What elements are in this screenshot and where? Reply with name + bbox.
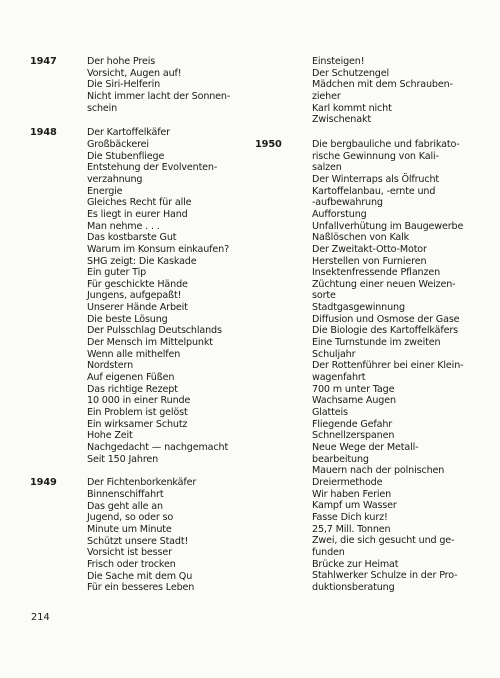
title-entry: Der Fichtenborkenkäfer — [87, 477, 197, 489]
title-entry: Mauern nach der polnischen — [312, 465, 445, 477]
title-entry: Das geht alle an — [87, 500, 163, 512]
title-entry: 10 000 in einer Runde — [87, 395, 191, 407]
year-block-1950 — [255, 139, 500, 594]
title-entry: Zwei, die sich gesucht und ge- — [312, 535, 455, 547]
title-entry: Für ein besseres Leben — [87, 582, 195, 594]
year-label: 1950 — [255, 138, 282, 150]
title-entry: Fliegende Gefahr — [312, 418, 393, 430]
title-entry: 700 m unter Tage — [312, 383, 395, 395]
title-entry: Eine Turnstunde im zweiten — [312, 337, 441, 349]
title-list — [87, 127, 260, 465]
title-entry: bearbeitung — [312, 453, 369, 465]
page-number: 214 — [31, 612, 50, 623]
title-entry: salzen — [312, 162, 342, 174]
year-block-1947 — [30, 56, 260, 114]
title-entry: SHG zeigt: Die Kaskade — [87, 255, 197, 267]
year-label: 1947 — [30, 56, 57, 67]
title-entry: Mädchen mit dem Schrauben- — [312, 79, 453, 91]
title-entry: funden — [312, 546, 345, 558]
continued-title-list — [255, 56, 500, 126]
title-entry: Binnenschiffahrt — [87, 488, 164, 500]
title-entry: Energie — [87, 185, 123, 197]
title-entry: Schuljahr — [312, 348, 356, 360]
title-entry: Der Rottenführer bei einer Klein- — [312, 360, 464, 372]
title-entry: sorte — [312, 290, 336, 302]
title-entry: Wenn alle mithelfen — [87, 348, 181, 360]
title-entry: Seit 150 Jahren — [87, 453, 159, 465]
title-entry: Kampf um Wasser — [312, 500, 397, 512]
title-entry: Wachsame Augen — [312, 395, 396, 407]
title-entry: Wir haben Ferien — [312, 488, 392, 500]
title-entry: Der Kartoffelkäfer — [87, 127, 170, 139]
title-entry: Glatteis — [312, 407, 348, 419]
right-column — [255, 56, 500, 594]
title-entry: Hohe Zeit — [87, 430, 133, 442]
title-entry: wagenfahrt — [312, 372, 366, 384]
title-entry: Dreiermethode — [312, 476, 383, 488]
title-entry: Jungens, aufgepaßt! — [87, 290, 182, 302]
title-entry: Das richtige Rezept — [87, 383, 178, 395]
title-entry: Der Schutzengel — [312, 67, 389, 79]
title-entry: Der Zweitakt-Otto-Motor — [312, 243, 427, 255]
title-entry: Fasse Dich kurz! — [312, 511, 388, 523]
title-entry: Nachgedacht — nachgemacht — [87, 442, 229, 453]
year-label: 1948 — [30, 127, 57, 139]
title-entry: Die beste Lösung — [87, 313, 168, 325]
title-list — [312, 139, 500, 594]
title-entry: Gleiches Recht für alle — [87, 197, 192, 209]
title-entry: Es liegt in eurer Hand — [87, 208, 188, 220]
title-entry: Herstellen von Furnieren — [312, 255, 427, 267]
title-entry: Minute um Minute — [87, 523, 172, 535]
title-entry: Schützt unsere Stadt! — [87, 535, 189, 547]
title-entry: -aufbewahrung — [312, 197, 383, 209]
title-entry: Die Sache mit dem Qu — [87, 570, 193, 582]
title-entry: Die bergbauliche und fabrikato- — [312, 138, 460, 150]
year-block-1948 — [30, 127, 260, 465]
title-entry: Kartoffelanbau, -ernte und — [312, 185, 436, 197]
title-entry: Ein Problem ist gelöst — [87, 407, 188, 419]
title-entry: Großbäckerei — [87, 138, 149, 150]
title-entry: Stahlwerker Schulze in der Pro- — [312, 570, 458, 582]
title-entry: Nicht immer lacht der Sonnen- — [87, 90, 231, 102]
title-entry: Das kostbarste Gut — [87, 232, 177, 244]
title-entry: Diffusion und Osmose der Gase — [312, 313, 460, 325]
title-entry: Vorsicht, Augen auf! — [87, 67, 182, 79]
title-entry: schein — [87, 102, 118, 114]
title-entry: Schnellzerspanen — [312, 430, 395, 442]
title-entry: Ein wirksamer Schutz — [87, 418, 188, 430]
title-entry: Man nehme . . . — [87, 220, 160, 232]
title-entry: Entstehung der Evolventen- — [87, 162, 218, 174]
left-column — [30, 56, 260, 594]
title-entry: Züchtung einer neuen Weizen- — [312, 278, 456, 290]
title-entry: Zwischenakt — [312, 114, 371, 126]
title-entry: zieher — [312, 90, 341, 102]
title-list — [87, 477, 260, 594]
title-entry: Unfallverhütung im Baugewerbe — [312, 220, 464, 232]
title-entry: Karl kommt nicht — [312, 102, 392, 114]
title-entry: Für geschickte Hände — [87, 278, 188, 290]
title-entry: Jugend, so oder so — [87, 512, 174, 524]
year-block-1949 — [30, 477, 260, 594]
title-entry: Frisch oder trocken — [87, 558, 176, 570]
title-entry: Warum im Konsum einkaufen? — [87, 243, 230, 255]
title-entry: Neue Wege der Metall- — [312, 442, 419, 453]
year-label: 1949 — [30, 477, 57, 489]
title-list — [87, 56, 260, 114]
title-entry: Die Biologie des Kartoffelkäfers — [312, 325, 458, 337]
title-entry: Einsteigen! — [312, 56, 365, 67]
title-entry: Brücke zur Heimat — [312, 558, 399, 570]
title-entry: Ein guter Tip — [87, 267, 147, 279]
title-entry: Der Winterraps als Ölfrucht — [312, 173, 439, 185]
title-entry: Der hohe Preis — [87, 56, 156, 67]
title-entry: Aufforstung — [312, 208, 367, 220]
title-entry: Unserer Hände Arbeit — [87, 302, 188, 314]
title-entry: Naßlöschen von Kalk — [312, 232, 410, 244]
title-entry: 25,7 Mill. Tonnen — [312, 523, 391, 535]
title-entry: Stadtgasgewinnung — [312, 302, 405, 314]
title-entry: Insektenfressende Pflanzen — [312, 267, 441, 279]
title-entry: Die Siri-Helferin — [87, 79, 161, 91]
title-entry: rische Gewinnung von Kali- — [312, 150, 439, 162]
title-entry: Der Pulsschlag Deutschlands — [87, 325, 222, 337]
title-entry: Nordstern — [87, 360, 134, 372]
title-entry: Der Mensch im Mittelpunkt — [87, 337, 213, 349]
title-entry: Die Stubenfliege — [87, 150, 165, 162]
title-entry: duktionsberatung — [312, 581, 395, 593]
title-entry: Vorsicht ist besser — [87, 547, 172, 559]
title-entry: Auf eigenen Füßen — [87, 372, 175, 384]
title-entry: verzahnung — [87, 173, 143, 185]
